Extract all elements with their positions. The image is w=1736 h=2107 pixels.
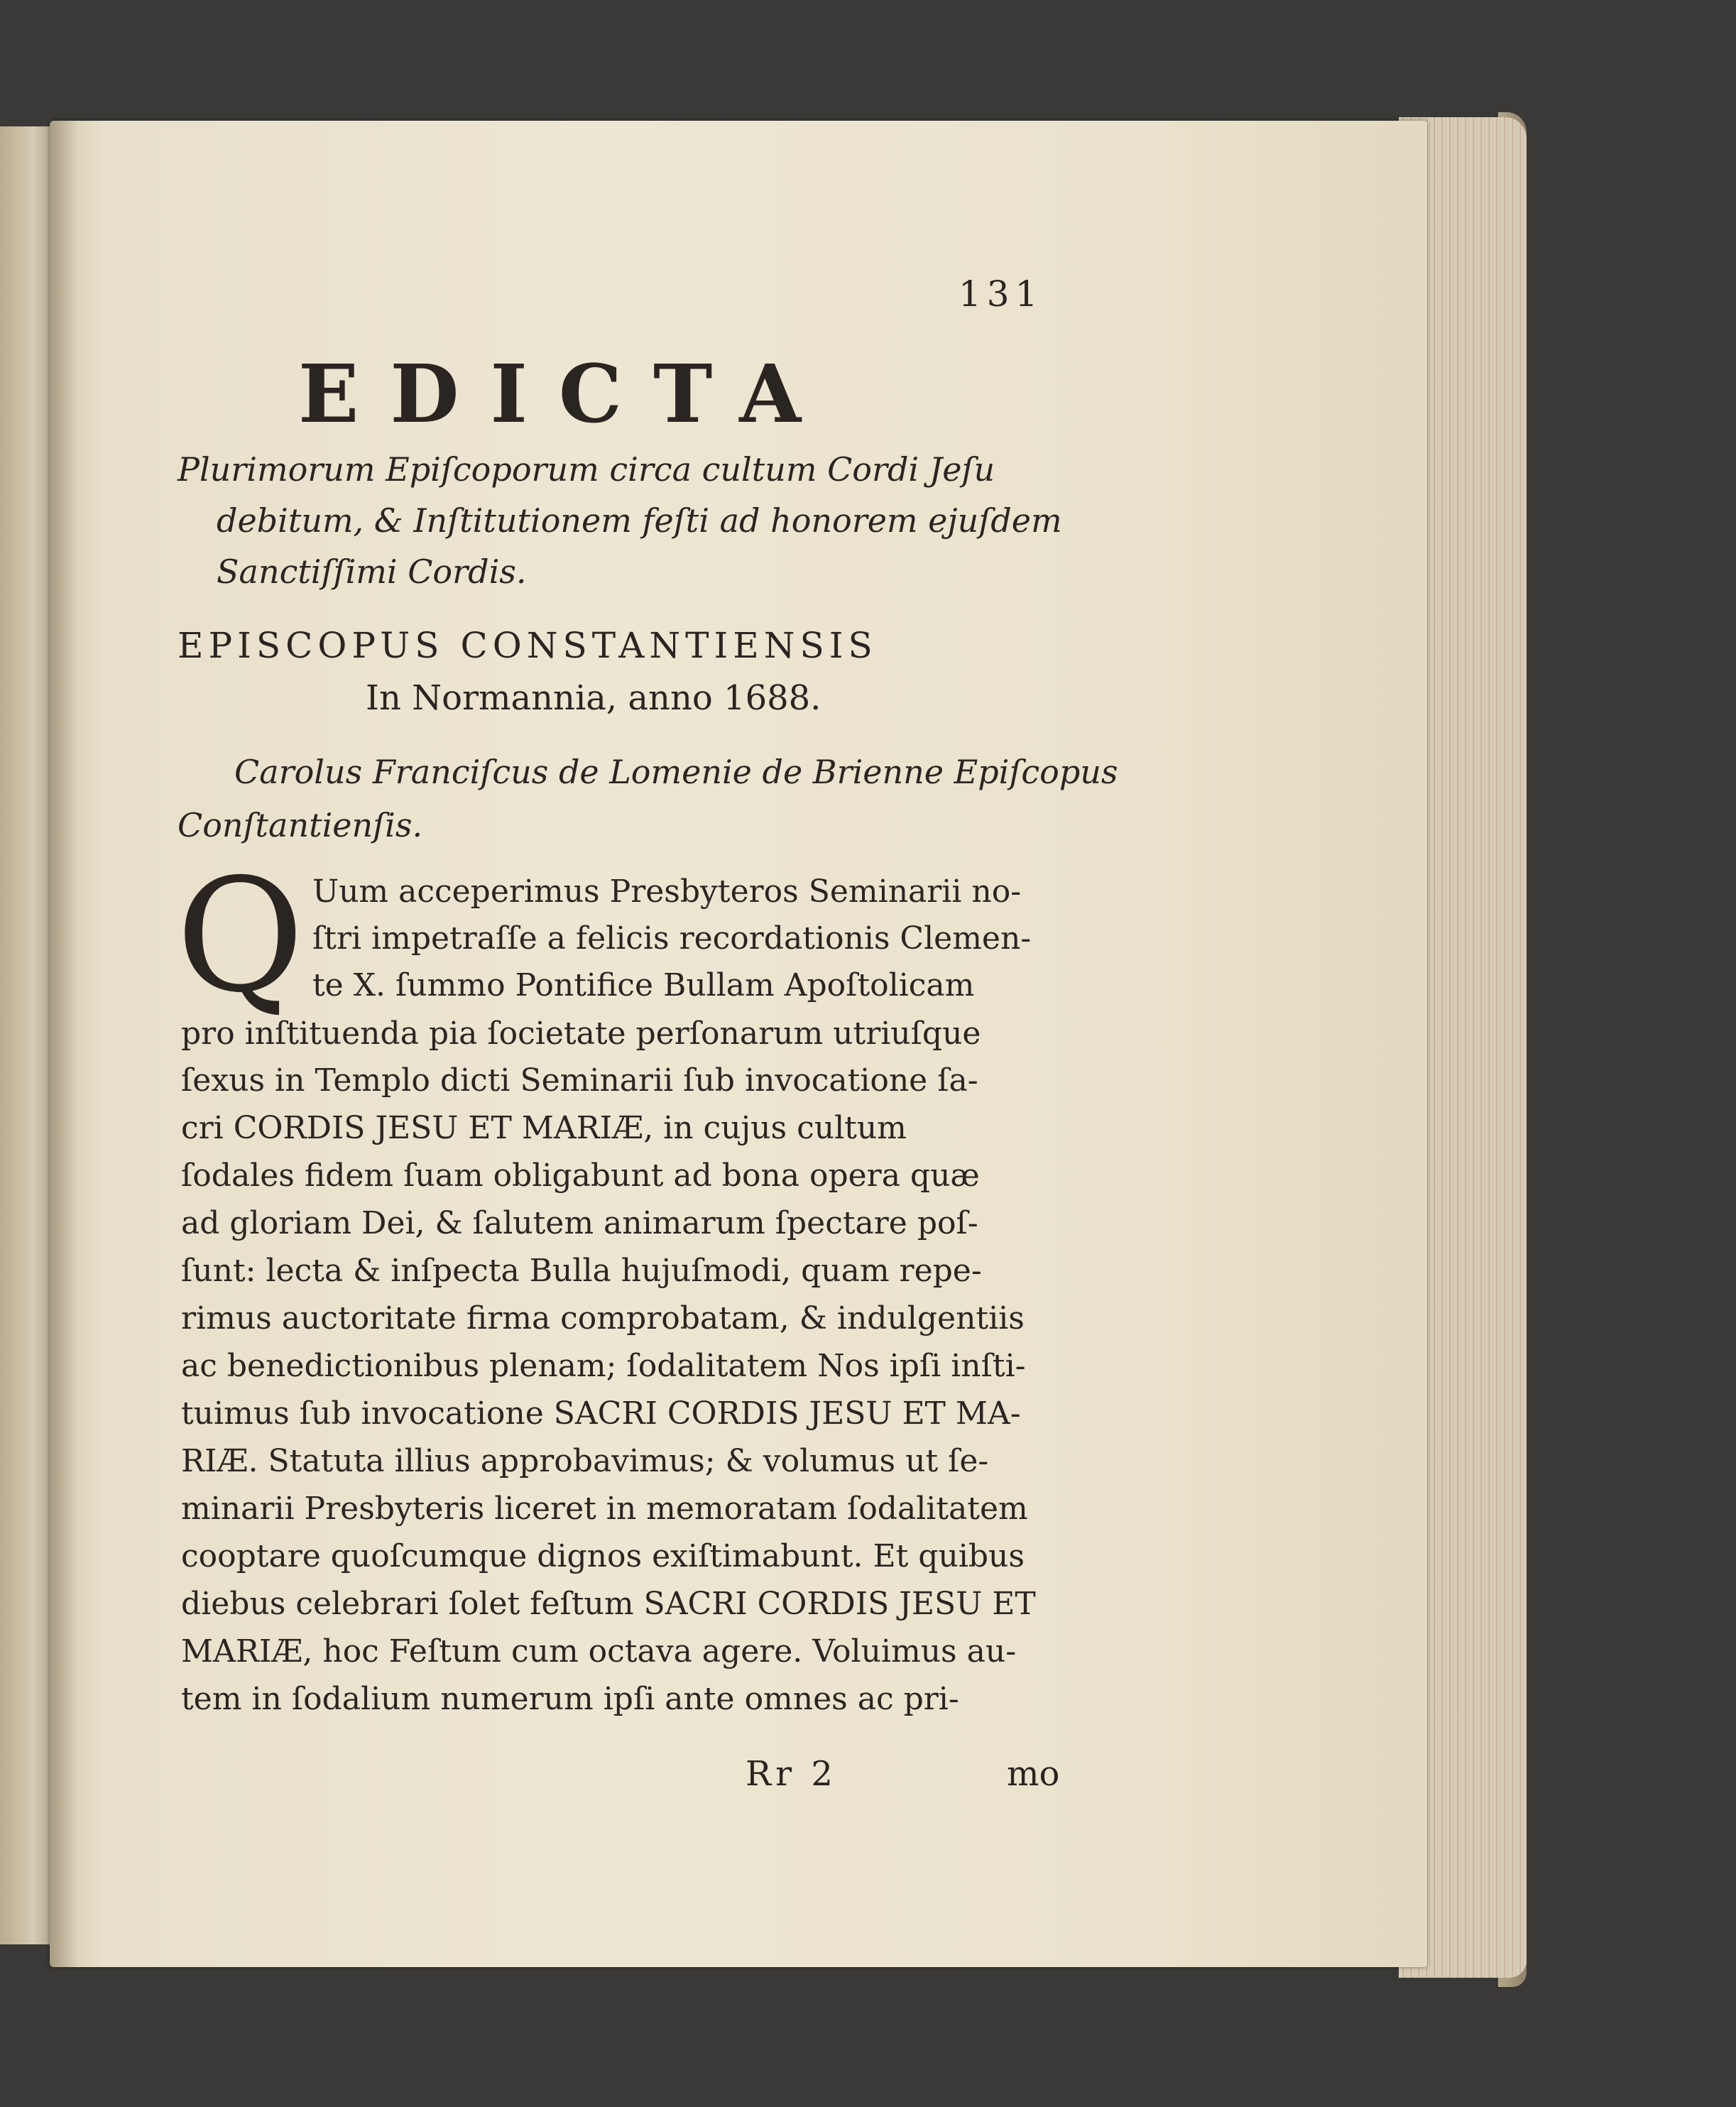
body-line: cooptare quoſcumque dignos exiſtimabunt. Et quibus	[181, 1538, 1025, 1574]
body-line: diebus celebrari ſolet feſtum SACRI CORDIS JESU ET	[181, 1586, 1036, 1622]
catchword: mo	[1007, 1754, 1060, 1794]
subtitle-line: Plurimorum Epiſcoporum circa cultum Cordi Jeſu	[178, 450, 995, 489]
body-line: tuimus ſub invocatione SACRI CORDIS JESU ET MA-	[181, 1395, 1021, 1432]
body-line: ſtri impetraſſe a felicis recordationis Clemen-	[312, 920, 1032, 957]
body-line: minarii Presbyteris liceret in memoratam ſodalitatem	[181, 1491, 1028, 1527]
subtitle-line: debitum, & Inſtitutionem feſti ad honorem ejuſdem	[217, 501, 1062, 540]
author-line: Conſtantienſis.	[178, 806, 423, 844]
body-line: rimus auctoritate firma comprobatam, & indulgentiis	[181, 1300, 1025, 1336]
body-line: te X. ſummo Pontifice Bullam Apoſtolicam	[312, 967, 975, 1003]
body-line: pro inſtituenda pia ſocietate perſonarum utriuſque	[181, 1016, 981, 1052]
body-line: ſexus in Templo dicti Seminarii ſub invocatione ſa-	[181, 1062, 978, 1099]
page-number: 131	[959, 273, 1044, 315]
page-title: EDICTA	[298, 348, 833, 441]
author-line: Carolus Franciſcus de Lomenie de Brienne Epiſcopus	[234, 753, 1118, 791]
subtitle-line: Sanctiſſimi Cordis.	[217, 552, 527, 591]
body-line: tem in ſodalium numerum ipſi ante omnes ac pri-	[181, 1681, 959, 1717]
section-heading: EPISCOPUS CONSTANTIENSIS	[178, 625, 878, 666]
body-line: cri CORDIS JESU ET MARIÆ, in cujus cultum	[181, 1110, 907, 1146]
body-line: ſodales fidem ſuam obligabunt ad bona opera quæ	[181, 1158, 980, 1194]
place-and-date: In Normannia, anno 1688.	[366, 678, 821, 718]
body-line: MARIÆ, hoc Feſtum cum octava agere. Voluimus au-	[181, 1633, 1017, 1670]
body-line: ſunt: lecta & inſpecta Bulla hujuſmodi, quam repe-	[181, 1253, 982, 1289]
page-gutter-shadow	[50, 121, 78, 1967]
body-line: RIÆ. Statuta illius approbavimus; & volumus ut ſe-	[181, 1443, 989, 1479]
drop-cap: Q	[176, 845, 305, 1027]
body-line: Uum acceperimus Presbyteros Seminarii no-	[312, 873, 1022, 910]
signature-mark: Rr 2	[746, 1754, 837, 1794]
body-line: ac benedictionibus plenam; ſodalitatem Nos ipſi inſti-	[181, 1348, 1026, 1384]
body-line: ad gloriam Dei, & ſalutem animarum ſpectare poſ-	[181, 1205, 978, 1241]
